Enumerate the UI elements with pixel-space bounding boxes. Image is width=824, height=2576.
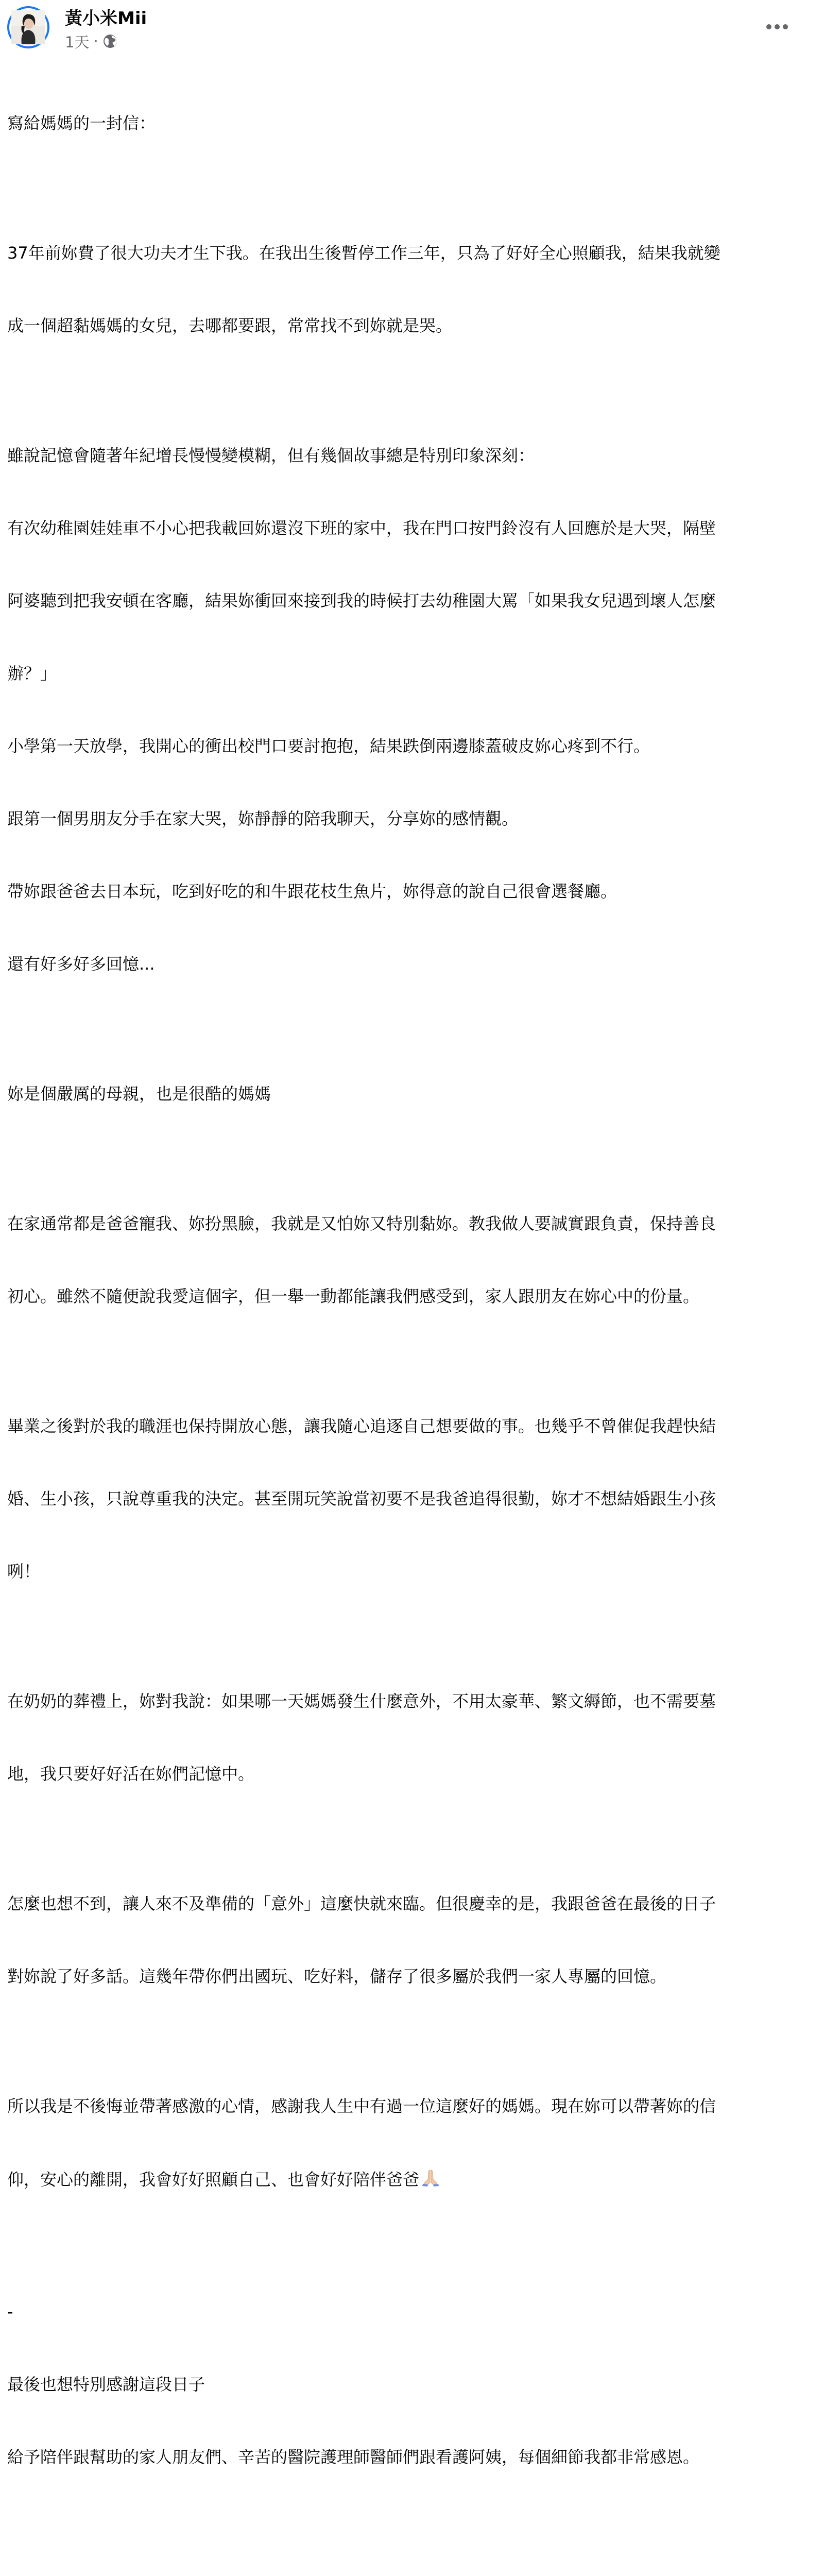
text-line: 最後也想特別感謝這段日子 <box>7 2375 205 2394</box>
more-options-button[interactable] <box>763 20 791 34</box>
paragraph-family-roles <box>7 1163 817 1357</box>
post-body <box>7 63 817 2576</box>
text-line: 畢業之後對於我的職涯也保持開放心態，讓我隨心追逐自己想要做的事。也幾乎不曾催促我趕快結 <box>7 1416 716 1436</box>
paragraph-strict-mother <box>7 1033 817 1155</box>
text-line: 帶妳跟爸爸去日本玩，吃到好吃的和牛跟花枝生魚片，妳得意的說自己很會選餐廳。 <box>7 882 617 901</box>
paragraph-closing <box>7 2527 817 2576</box>
text-line: 跟第一個男朋友分手在家大哭，妳靜靜的陪我聊天，分享妳的感情觀。 <box>7 809 519 828</box>
text-line: 37年前妳費了很大功夫才生下我。在我出生後暫停工作三年，只為了好好全心照顧我，結果我就變 <box>7 243 720 263</box>
text-line: 成一個超黏媽媽的女兒，去哪都要跟，常常找不到妳就是哭。 <box>7 316 453 335</box>
post-header <box>7 6 811 54</box>
author-name[interactable]: 黃小米Mii <box>65 8 147 29</box>
paragraph-memories <box>7 395 817 1025</box>
paragraph-thanks <box>7 2251 817 2518</box>
paragraph-birth <box>7 193 817 386</box>
text-line: 小學第一天放學，我開心的衝出校門口要討抱抱，結果跌倒兩邊膝蓋破皮妳心疼到不行。 <box>7 736 650 756</box>
paragraph-salutation <box>7 63 817 184</box>
text-line: 在奶奶的葬禮上，妳對我說：如果哪一天媽媽發生什麼意外，不用太豪華、繁文縟節，也不需要墓 <box>7 1691 716 1711</box>
paragraph-accident <box>7 1843 817 2037</box>
text-line: 阿婆聽到把我安頓在客廳，結果妳衝回來接到我的時候打去幼稚園大罵「如果我女兒遇到壞人怎麼 <box>7 591 716 611</box>
text-line: 婚、生小孩，只說尊重我的決定。甚至開玩笑說當初要不是我爸追得很勤，妳才不想結婚跟生小孩 <box>7 1489 716 1509</box>
text-line: 寫給媽媽的一封信： <box>7 113 156 133</box>
text-line: 辦？」 <box>7 664 57 683</box>
paragraph-funeral <box>7 1641 817 1835</box>
text-line: 在家通常都是爸爸寵我、妳扮黑臉，我就是又怕妳又特別黏妳。教我做人要誠實跟負責，保持善良 <box>7 1214 716 1233</box>
post-meta <box>65 32 118 50</box>
text-line: - <box>7 2302 13 2321</box>
folded-hands-emoji-icon <box>420 2167 441 2194</box>
text-line: 雖說記憶會隨著年紀增長慢慢變模糊，但有幾個故事總是特別印象深刻： <box>7 446 535 465</box>
text-line: 妳是個嚴厲的母親，也是很酷的媽媽 <box>7 1084 271 1104</box>
author-avatar[interactable] <box>7 6 49 48</box>
text-line: 怎麼也想不到，讓人來不及準備的「意外」這麼快就來臨。但很慶幸的是，我跟爸爸在最後的日子 <box>7 1894 716 1913</box>
text-line: 初心。雖然不隨便說我愛這個字，但一舉一動都能讓我們感受到，家人跟朋友在妳心中的份量。 <box>7 1286 700 1306</box>
text-line: 地，我只要好好活在妳們記憶中。 <box>7 1764 255 1784</box>
text-line: 所以我是不後悔並帶著感激的心情，感謝我人生中有過一位這麼好的媽媽。現在妳可以帶著妳的信 <box>7 2096 716 2116</box>
post-timestamp[interactable]: 1天 <box>65 33 90 51</box>
text-line: 對妳說了好多話。這幾年帶你們出國玩、吃好料，儲存了很多屬於我們一家人專屬的回憶。 <box>7 1967 667 1986</box>
profile-photo-icon <box>11 10 45 44</box>
paragraph-gratitude <box>7 2046 817 2243</box>
text-line: 給予陪伴跟幫助的家人朋友們、辛苦的醫院護理師醫師們跟看護阿姨，每個細節我都非常感恩。 <box>7 2447 700 2467</box>
text-line: 還有好多好多回憶... <box>7 954 155 974</box>
meta-separator: · <box>93 32 98 50</box>
globe-icon[interactable] <box>102 33 118 49</box>
text-line: 咧！ <box>7 1562 41 1581</box>
text-line: 有次幼稚園娃娃車不小心把我載回妳還沒下班的家中，我在門口按門鈴沒有人回應於是大哭，隔壁 <box>7 518 716 538</box>
paragraph-career <box>7 1366 817 1632</box>
text-line: 仰，安心的離開，我會好好照顧自己、也會好好陪伴爸爸 <box>7 2170 420 2190</box>
more-dots-icon <box>763 20 791 34</box>
text-line-with-emoji <box>7 2167 817 2194</box>
